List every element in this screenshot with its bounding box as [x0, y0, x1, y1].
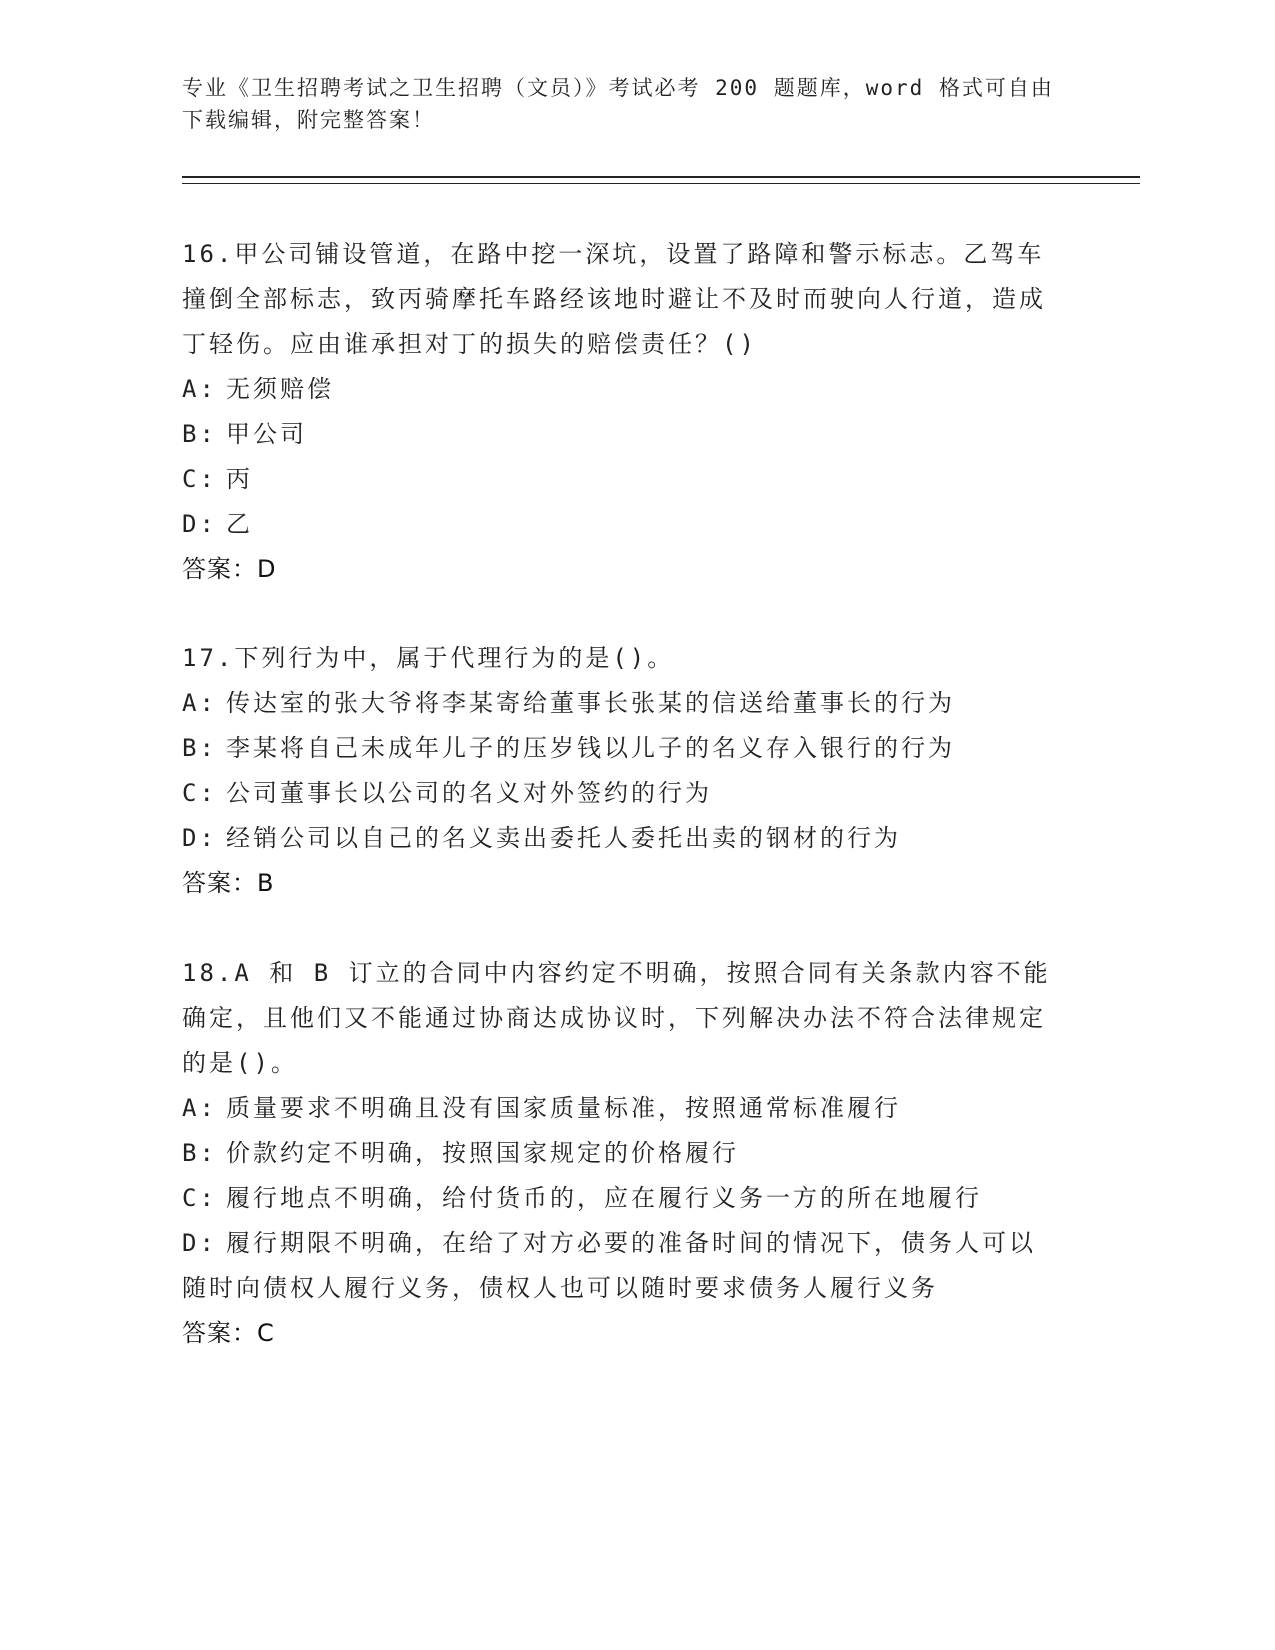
option-key: A:	[182, 1094, 217, 1122]
option-c	[182, 771, 1062, 816]
option-key: B:	[182, 420, 217, 448]
option-a	[182, 681, 1062, 726]
option-b	[182, 726, 1062, 771]
option-text: 质量要求不明确且没有国家质量标准，按照通常标准履行	[226, 1094, 901, 1122]
option-d	[182, 1221, 1062, 1311]
option-text: 甲公司	[226, 420, 307, 448]
option-text: 传达室的张大爷将李某寄给董事长张某的信送给董事长的行为	[226, 689, 955, 717]
option-c	[182, 1176, 1062, 1221]
option-key: C:	[182, 779, 217, 807]
option-key: D:	[182, 510, 217, 538]
option-a	[182, 367, 1062, 412]
answer-line: 答案：C	[182, 1319, 275, 1347]
option-d	[182, 502, 1062, 547]
answer-line: 答案：D	[182, 555, 277, 583]
question-18	[182, 951, 1062, 1356]
option-key: B:	[182, 734, 217, 762]
question-stem: 16.甲公司铺设管道，在路中挖一深坑，设置了路障和警示标志。乙驾车撞倒全部标志，致丙骑摩托车路经该地时避让不及时而驶向人行道，造成丁轻伤。应由谁承担对丁的损失的赔偿责任？()	[182, 240, 1046, 358]
option-key: C:	[182, 465, 217, 493]
answer-line: 答案：B	[182, 869, 275, 897]
document-header: 专业《卫生招聘考试之卫生招聘（文员）》考试必考 200 题题库，word 格式可自由下载编辑，附完整答案！	[182, 76, 1054, 132]
option-key: A:	[182, 375, 217, 403]
option-b	[182, 1131, 1062, 1176]
option-text: 履行期限不明确，在给了对方必要的准备时间的情况下，债务人可以随时向债权人履行义务，债权人也可以随时要求债务人履行义务	[182, 1229, 1036, 1302]
question-17	[182, 636, 1062, 906]
question-stem: 17.下列行为中，属于代理行为的是()。	[182, 644, 675, 672]
option-text: 无须赔偿	[226, 375, 334, 403]
question-stem: 18.A 和 B 订立的合同中内容约定不明确，按照合同有关条款内容不能确定，且他们又不能通过协商达成协议时，下列解决办法不符合法律规定的是()。	[182, 959, 1051, 1077]
option-key: B:	[182, 1139, 217, 1167]
option-text: 经销公司以自己的名义卖出委托人委托出卖的钢材的行为	[226, 824, 901, 852]
option-c	[182, 457, 1062, 502]
option-text: 履行地点不明确，给付货币的，应在履行义务一方的所在地履行	[226, 1184, 982, 1212]
option-text: 李某将自己未成年儿子的压岁钱以儿子的名义存入银行的行为	[226, 734, 955, 762]
option-d	[182, 816, 1062, 861]
option-key: D:	[182, 1229, 217, 1257]
option-a	[182, 1086, 1062, 1131]
option-text: 丙	[226, 465, 253, 493]
option-key: C:	[182, 1184, 217, 1212]
option-key: D:	[182, 824, 217, 852]
option-text: 公司董事长以公司的名义对外签约的行为	[226, 779, 712, 807]
option-key: A:	[182, 689, 217, 717]
option-text: 乙	[226, 510, 253, 538]
option-b	[182, 412, 1062, 457]
question-16	[182, 232, 1062, 592]
option-text: 价款约定不明确，按照国家规定的价格履行	[226, 1139, 739, 1167]
header-divider	[182, 176, 1140, 184]
